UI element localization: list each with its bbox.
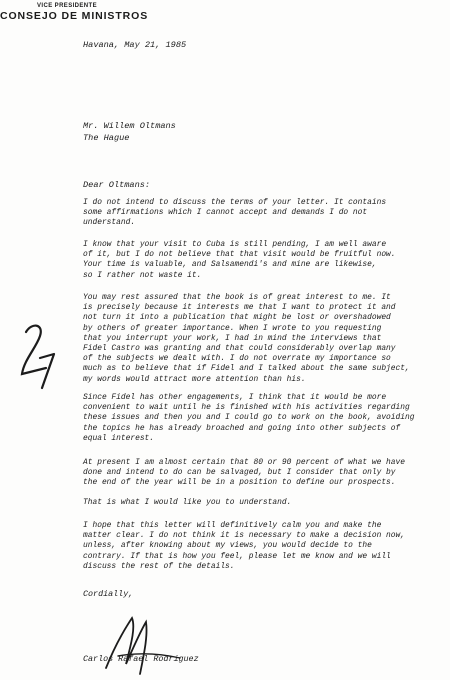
recipient-city: The Hague <box>83 133 130 143</box>
paragraph-6: That is what I would like you to understand. <box>83 498 292 507</box>
paragraph-1: I do not intend to discuss the terms of your letter. It contains some affirmations which I cannot accept and demands I do not understand. <box>83 198 387 228</box>
paragraph-4: Since Fidel has other engagements, I think that it would be more convenient to wait until he is finished with his activities regarding these issues and then you and I could go to work on the book, avoiding the topics he has already broached and going into other subjects of equal interest. <box>83 393 415 443</box>
signer-name: Carlos Rafael Rodríguez <box>83 654 199 664</box>
paragraph-2: I know that your visit to Cuba is still pending, I am well aware of it, but I do not believe that that visit would be fruitful now. Your time is valuable, and Salsamendi's and mine are likewise, so I rather not waste it. <box>83 240 396 280</box>
closing: Cordially, <box>83 589 134 599</box>
signature-mark <box>100 608 220 680</box>
recipient-name: Mr. Willem Oltmans <box>83 121 176 131</box>
salutation: Dear Oltmans: <box>83 180 151 190</box>
paragraph-3: You may rest assured that the book is of great interest to me. It is precisely because it interests me that I want to protect it and not turn it into a publication that might be lost or overshadowed by others of greater importance. When I wrote to you requesting that you interrupt your work, I had in mind the interviews that Fidel Castro was granting and that could considerably overlap many of the subjects we dealt with. I do not overrate my importance so much as to believe that if Fidel and I talked about the same subject, my words would attract more attention than his. <box>83 293 410 384</box>
handwritten-page-number-mark <box>16 318 60 392</box>
recipient-block <box>83 120 176 144</box>
letterhead-title: VICE PRESIDENTE <box>37 3 98 9</box>
paragraph-5: At present I am almost certain that 80 or 90 percent of what we have done and intend to do can be salvaged, but I consider that only by the end of the year will be in a position to define our prospects. <box>83 458 405 488</box>
letterhead-organization: CONSEJO DE MINISTROS <box>0 10 149 22</box>
date-line: Havana, May 21, 1985 <box>83 40 187 50</box>
paragraph-7: I hope that this letter will definitively calm you and make the matter clear. I do not think it is necessary to make a decision now, unless, after knowing about my views, you would decide to the contrary. If that is how you feel, please let me know and we will discuss the rest of the details. <box>83 521 405 571</box>
